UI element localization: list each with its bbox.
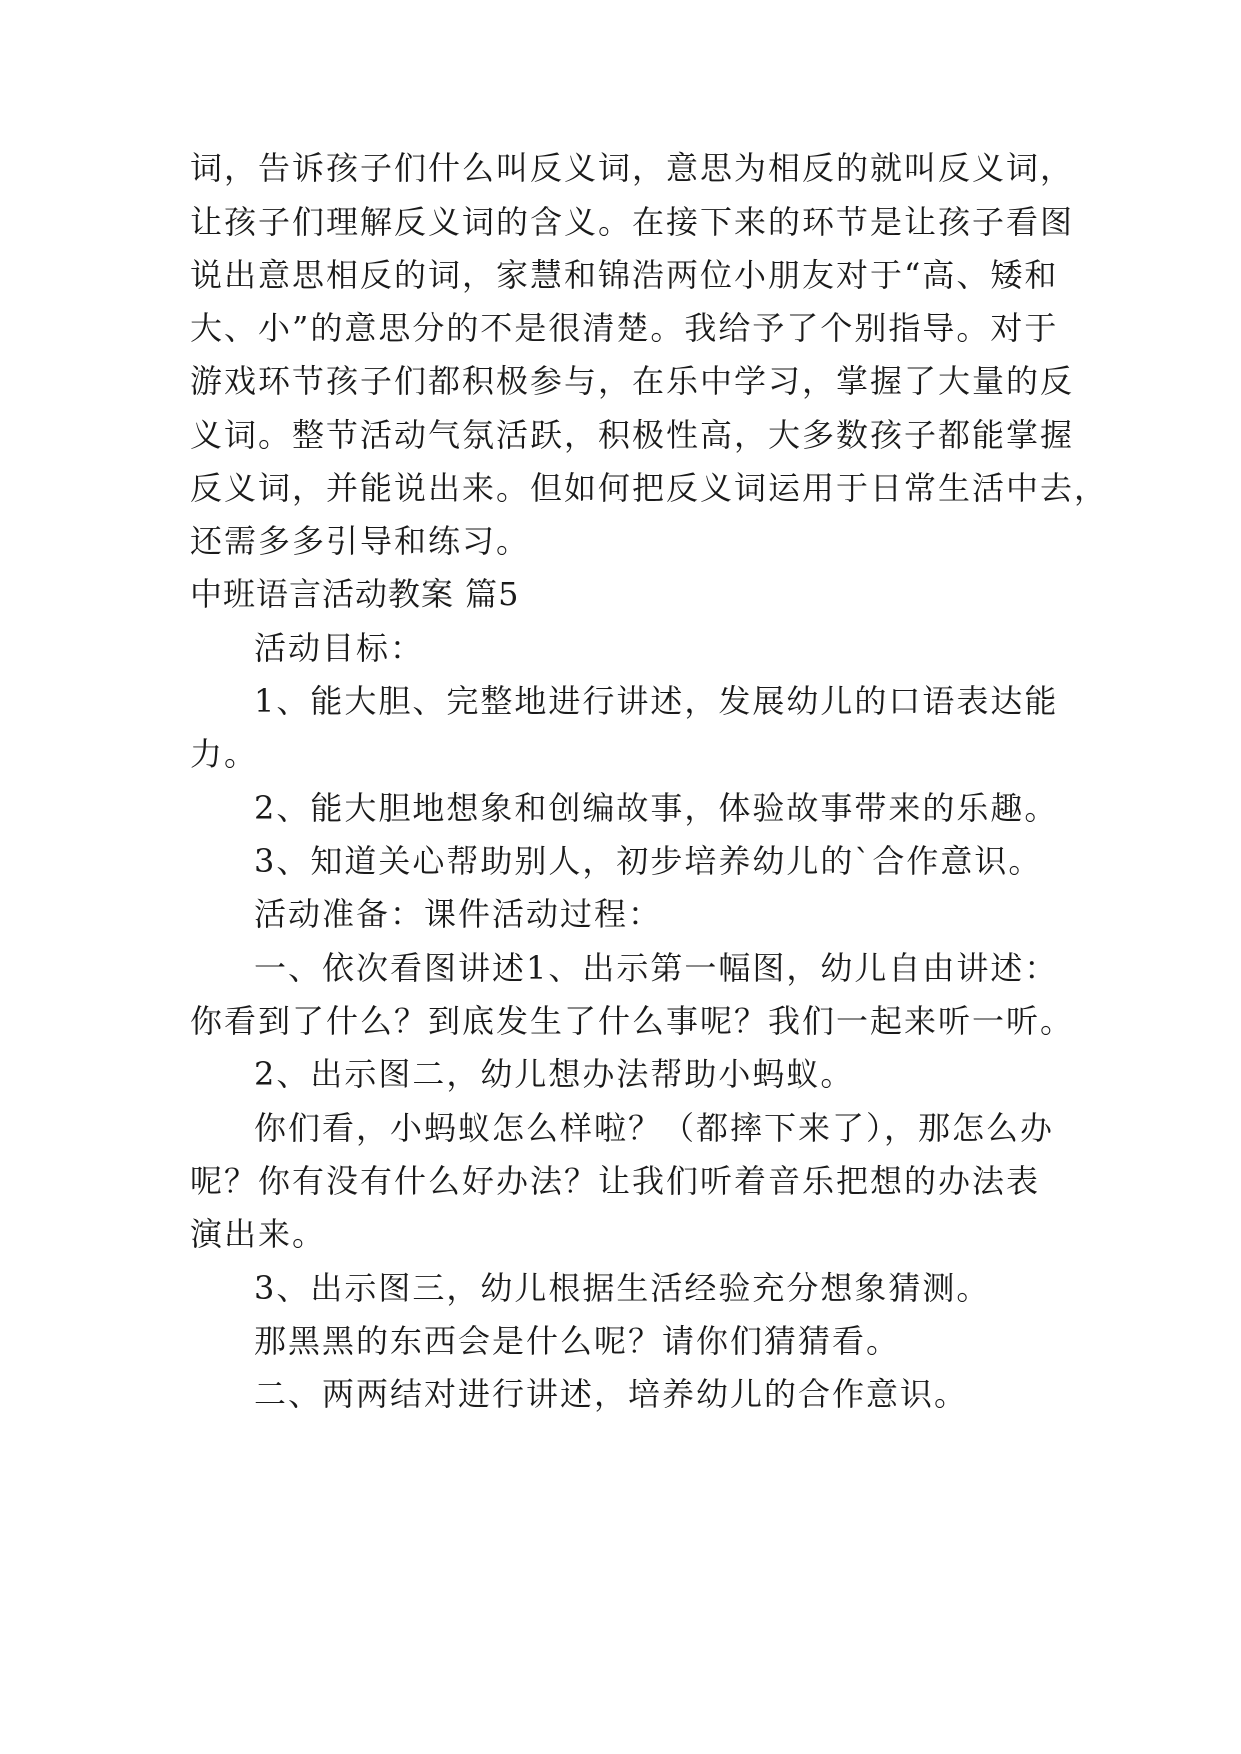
paragraph-line: 2、出示图二，幼儿想办法帮助小蚂蚁。 bbox=[254, 1055, 855, 1093]
paragraph-line: 一、依次看图讲述1、出示第一幅图，幼儿自由讲述： bbox=[254, 949, 1059, 987]
paragraph-line: 3、知道关心帮助别人，初步培养幼儿的`合作意识。 bbox=[254, 842, 1043, 880]
paragraph-line: 二、两两结对进行讲述，培养幼儿的合作意识。 bbox=[254, 1375, 969, 1413]
paragraph-line: 活动准备：课件活动过程： bbox=[254, 895, 663, 933]
paragraph-line: 反义词，并能说出来。但如何把反义词运用于日常生活中去， bbox=[190, 469, 1109, 507]
paragraph-line: 还需多多引导和练习。 bbox=[190, 522, 531, 560]
paragraph-line: 3、出示图三，幼儿根据生活经验充分想象猜测。 bbox=[254, 1269, 991, 1307]
paragraph-line: 大、小”的意思分的不是很清楚。我给予了个别指导。对于 bbox=[190, 309, 1059, 347]
paragraph-line: 词，告诉孩子们什么叫反义词，意思为相反的就叫反义词， bbox=[190, 149, 1075, 187]
paragraph-line: 活动目标： bbox=[254, 629, 425, 667]
paragraph-line: 那黑黑的东西会是什么呢？请你们猜猜看。 bbox=[254, 1322, 901, 1360]
section-heading: 中班语言活动教案 篇5 bbox=[190, 575, 520, 613]
paragraph-line: 你看到了什么？到底发生了什么事呢？我们一起来听一听。 bbox=[190, 1002, 1075, 1040]
paragraph-line: 你们看，小蚂蚁怎么样啦？（都摔下来了），那怎么办 bbox=[254, 1109, 1055, 1147]
paragraph-line: 呢？你有没有什么好办法？让我们听着音乐把想的办法表 bbox=[190, 1162, 1041, 1200]
paragraph-line: 演出来。 bbox=[190, 1215, 327, 1253]
paragraph-line: 让孩子们理解反义词的含义。在接下来的环节是让孩子看图 bbox=[190, 203, 1075, 241]
paragraph-line: 1、能大胆、完整地进行讲述，发展幼儿的口语表达能 bbox=[254, 682, 1059, 720]
paragraph-line: 义词。整节活动气氛活跃，积极性高，大多数孩子都能掌握 bbox=[190, 416, 1075, 454]
paragraph-line: 力。 bbox=[190, 735, 259, 773]
paragraph-line: 2、能大胆地想象和创编故事，体验故事带来的乐趣。 bbox=[254, 789, 1059, 827]
paragraph-line: 说出意思相反的词，家慧和锦浩两位小朋友对于“高、矮和 bbox=[190, 256, 1059, 294]
paragraph-line: 游戏环节孩子们都积极参与，在乐中学习，掌握了大量的反 bbox=[190, 362, 1075, 400]
